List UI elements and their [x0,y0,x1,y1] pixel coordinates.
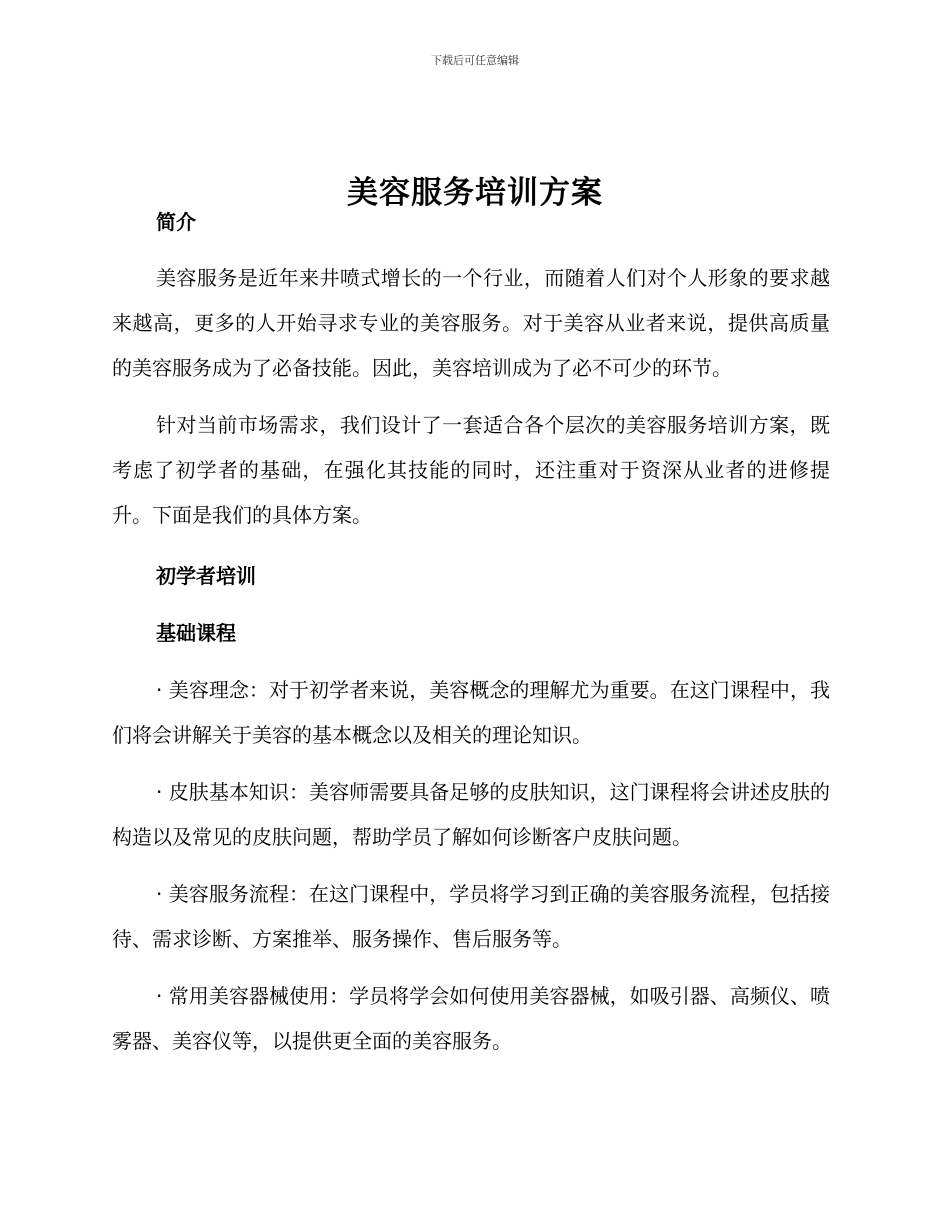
bullet-item-equipment-usage: · 常用美容器械使用：学员将学会如何使用美容器械，如吸引器、高频仪、喷雾器、美容仪等，以提供更全面的美容服务。 [112,984,830,1053]
document-body [112,204,830,1064]
intro-paragraph-2: 针对当前市场需求，我们设计了一套适合各个层次的美容服务培训方案，既考虑了初学者的基础，在强化其技能的同时，还注重对于资深从业者的进修提升。下面是我们的具体方案。 [112,413,830,527]
section-heading-intro: 简介 [156,210,196,234]
document-title: 美容服务培训方案 [347,174,603,211]
bullet-item-service-process: · 美容服务流程：在这门课程中，学员将学习到正确的美容服务流程，包括接待、需求诊断、方案推举、服务操作、售后服务等。 [112,882,830,951]
subsection-heading-basic-courses: 基础课程 [156,621,236,645]
intro-paragraph-1: 美容服务是近年来井喷式增长的一个行业，而随着人们对个人形象的要求越来越高，更多的人开始寻求专业的美容服务。对于美容从业者来说，提供高质量的美容服务成为了必备技能。因此，美容培训成为了必不可少的环节。 [112,266,830,380]
bullet-item-skin-knowledge: · 皮肤基本知识：美容师需要具备足够的皮肤知识，这门课程将会讲述皮肤的构造以及常见的皮肤问题，帮助学员了解如何诊断客户皮肤问题。 [112,780,830,849]
bullet-item-beauty-concept: · 美容理念：对于初学者来说，美容概念的理解尤为重要。在这门课程中，我们将会讲解关于美容的基本概念以及相关的理论知识。 [112,678,830,747]
page-header-note: 下载后可任意编辑 [431,54,519,67]
section-heading-beginner-training: 初学者培训 [156,564,256,588]
